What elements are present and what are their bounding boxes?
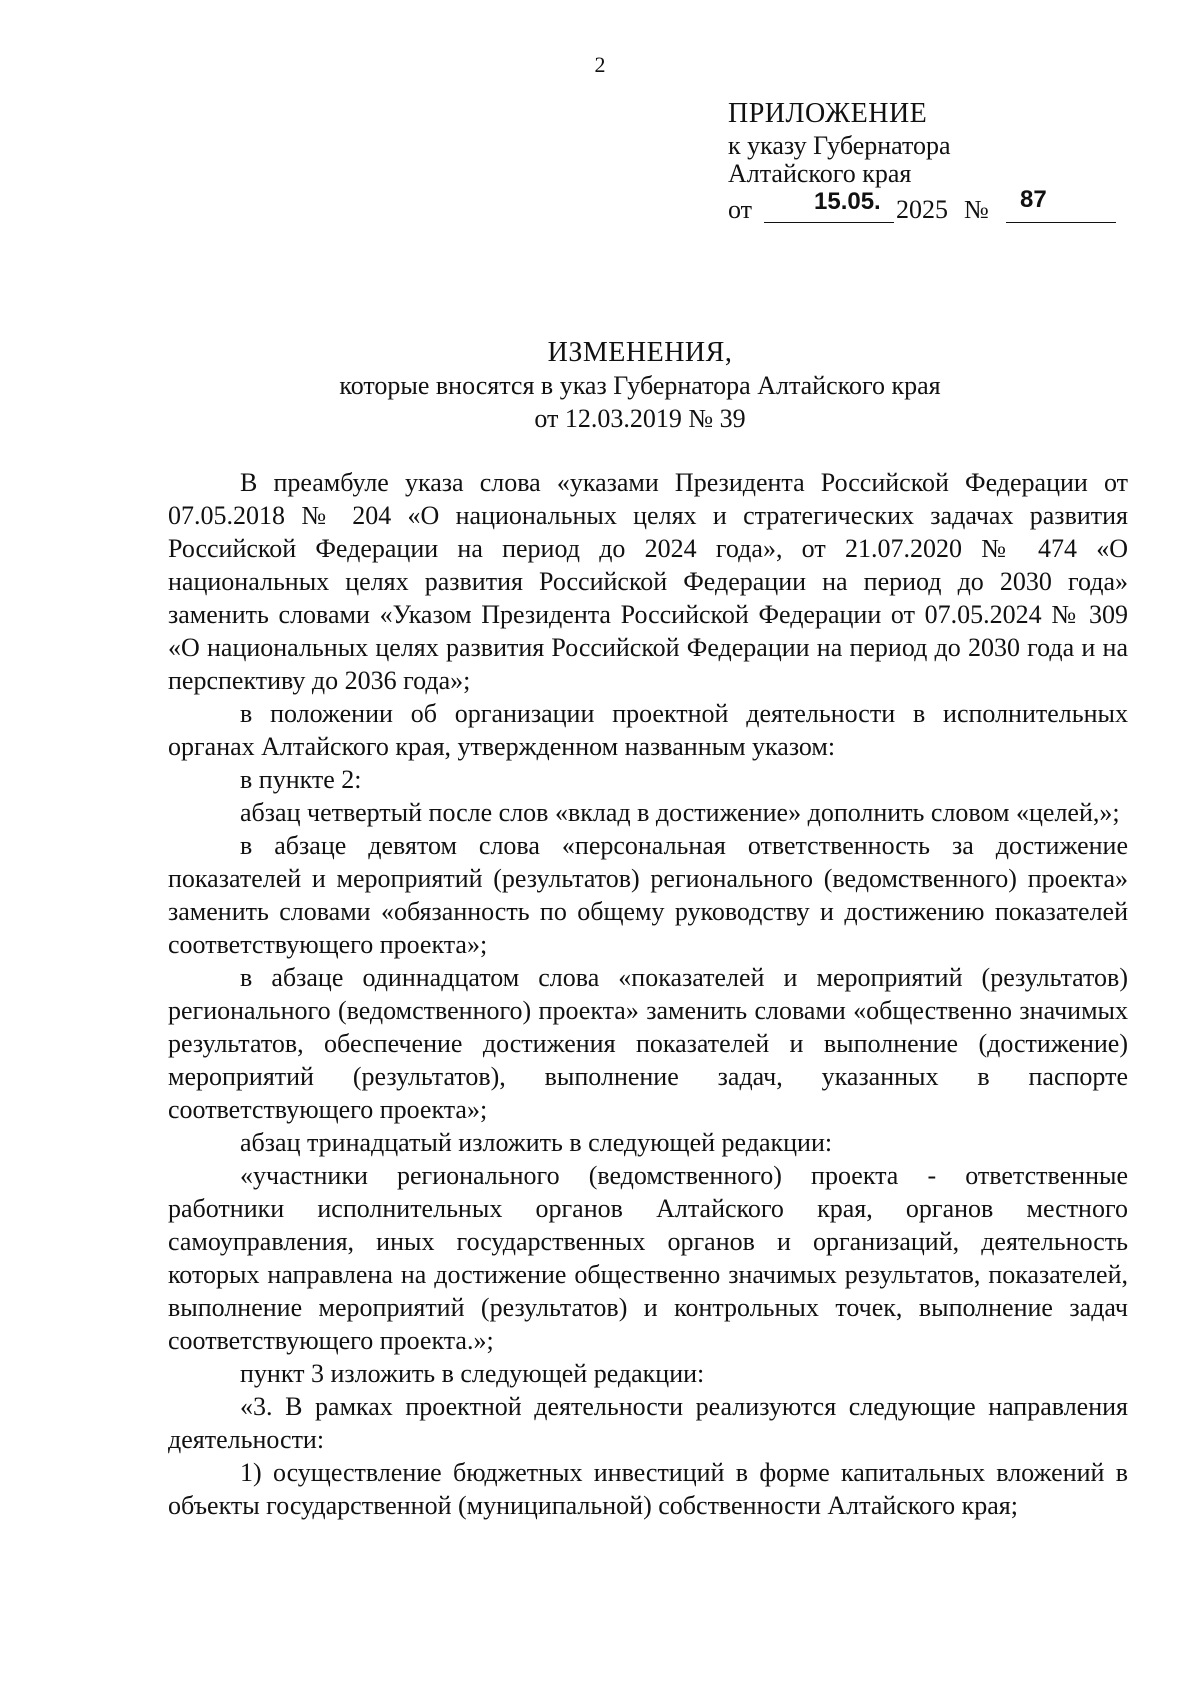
date-year: 2025: [896, 195, 948, 224]
document-title-block: [150, 336, 1130, 435]
paragraph-abzac-13: абзац тринадцатый изложить в следующей редакции:: [240, 1128, 833, 1157]
appendix-line-region: Алтайского края: [728, 159, 912, 188]
number-blank-line: [1006, 222, 1116, 223]
appendix-block: [728, 100, 1128, 224]
handwritten-number: 87: [1020, 186, 1047, 213]
paragraph-point-3-text: «3. В рамках проектной деятельности реализуются следующие направления деятельности:: [168, 1392, 1128, 1454]
paragraph-preamble: В преамбуле указа слова «указами Президента Российской Федерации от 07.05.2018 № 204 «О национальных целях и стратегических задачах развития Российской Федерации на период до 2024 года», от 21.07.2020 № 474 «О национальных целях развития Российской Федерации на период до 2030 года» заменить словами «Указом Президента Российской Федерации от 07.05.2024 № 309 «О национальных целях развития Российской Федерации на период до 2030 года и на перспективу до 2036 года»;: [168, 468, 1128, 695]
document-subtitle-date: от 12.03.2019 № 39: [534, 404, 746, 433]
paragraph-regulation: в положении об организации проектной деятельности в исполнительных органах Алтайского края, утвержденном названным указом:: [168, 699, 1128, 761]
appendix-heading: ПРИЛОЖЕНИЕ: [728, 98, 928, 129]
paragraph-item-1: 1) осуществление бюджетных инвестиций в форме капитальных вложений в объекты государственной (муниципальной) собственности Алтайского края;: [168, 1458, 1128, 1520]
paragraph-abzac-9: в абзаце девятом слова «персональная ответственность за достижение показателей и мероприятий (результатов) регионального (ведомственного) проекта» заменить словами «обязанность по общему руководству и достижению показателей соответствующего проекта»;: [168, 831, 1128, 959]
date-prefix: от: [728, 195, 753, 224]
date-blank-line: [764, 222, 894, 223]
appendix-line-decree: к указу Губернатора: [728, 131, 951, 160]
appendix-date-number-row: [728, 188, 1128, 224]
page-number: 2: [594, 52, 606, 77]
number-sign: №: [964, 195, 989, 224]
paragraph-abzac-4: абзац четвертый после слов «вклад в достижение» дополнить словом «целей,»;: [240, 798, 1120, 827]
paragraph-point-2: в пункте 2:: [240, 765, 362, 794]
paragraph-participants: «участники регионального (ведомственного) проекта - ответственные работники исполнительных органов Алтайского края, органов местного самоуправления, иных государственных органов и организаций, деятельность которых направлена на достижение общественно значимых результатов, показателей, выполнение мероприятий (результатов) и контрольных точек, выполнение задач соответствующего проекта.»;: [168, 1161, 1128, 1355]
paragraph-abzac-11: в абзаце одиннадцатом слова «показателей и мероприятий (результатов) регионального (ведомственного) проекта» заменить словами «общественно значимых результатов, обеспечение достижения показателей и выполнение (достижение) мероприятий (результатов), выполнение задач, указанных в паспорте соответствующего проекта»;: [168, 963, 1128, 1124]
document-title: ИЗМЕНЕНИЯ,: [547, 337, 733, 368]
document-body: [168, 466, 1128, 1522]
document-subtitle: которые вносятся в указ Губернатора Алтайского края: [339, 371, 941, 400]
paragraph-point-3: пункт 3 изложить в следующей редакции:: [240, 1359, 705, 1388]
handwritten-date: 15.05.: [814, 188, 881, 215]
